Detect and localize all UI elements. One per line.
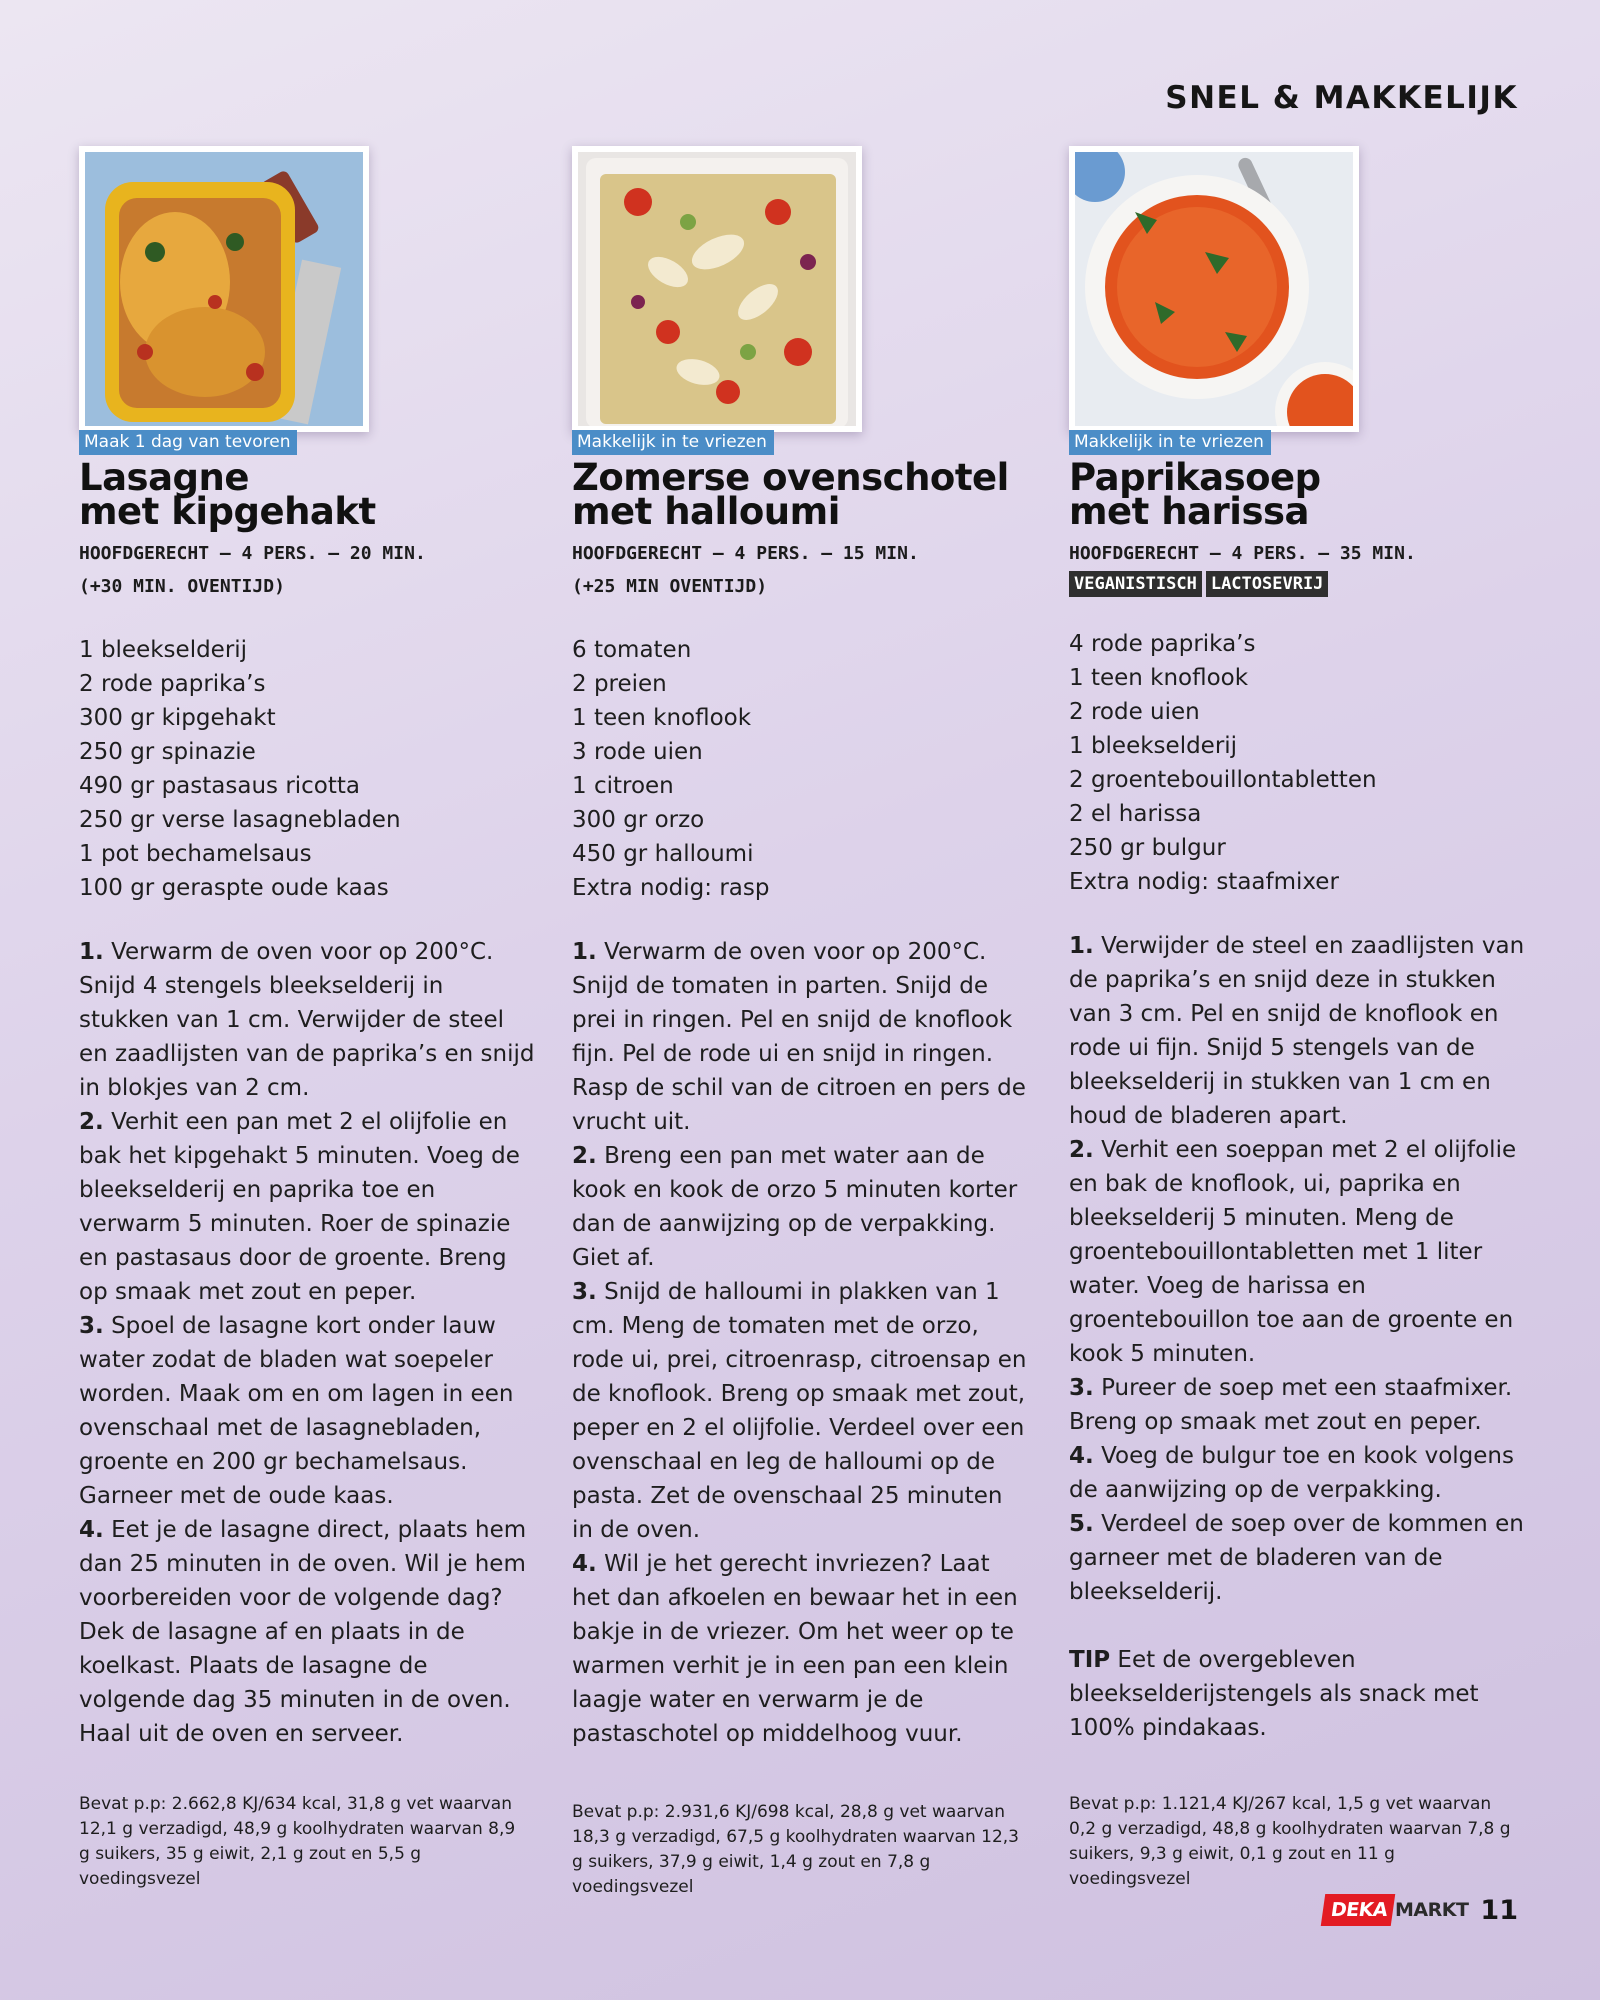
recipe-photo-paprikasoep	[1069, 146, 1359, 432]
ingredient-list	[79, 633, 537, 905]
page-number: 11	[1480, 1894, 1518, 1926]
ingredient: 100 gr geraspte oude kaas	[79, 875, 389, 901]
step-number: 2.	[1069, 1137, 1094, 1163]
ingredient: 450 gr halloumi	[572, 841, 754, 867]
instruction-step	[1069, 1371, 1527, 1439]
nutrition-info: Bevat p.p: 2.931,6 KJ/698 kcal, 28,8 g vet waarvan 18,3 g verzadigd, 67,5 g koolhydraten waarvan 12,3 g suikers, 37,9 g eiwit, 1,4 g zout en 7,8 g voedingsvezel	[572, 1802, 1019, 1897]
instruction-step	[79, 1309, 537, 1513]
ingredient: 250 gr verse lasagnebladen	[79, 807, 401, 833]
recipe-title	[1069, 456, 1527, 533]
recipe-title-line: Zomerse ovenschotel	[572, 456, 1009, 499]
ingredient: 2 el harissa	[1069, 801, 1202, 827]
recipe-ovenschotel	[572, 146, 1030, 1751]
step-number: 2.	[79, 1109, 104, 1135]
recipe-paprikasoep	[1069, 146, 1527, 1745]
instruction-step	[572, 1547, 1030, 1751]
step-number: 4.	[572, 1551, 597, 1577]
logo-part-markt: MARKT	[1394, 1899, 1469, 1921]
recipe-meta-line: (+30 MIN. OVENTIJD)	[79, 576, 285, 597]
step-number: 3.	[572, 1279, 597, 1305]
recipe-meta	[1069, 537, 1527, 597]
step-text: Verhit een pan met 2 el olijfolie en bak het kipgehakt 5 minuten. Voeg de bleekselderij en paprika toe en verwarm 5 minuten. Roer de spinazie en pastasaus door de groente. Breng op smaak met zout en peper.	[79, 1109, 520, 1305]
recipe-meta	[572, 537, 1030, 603]
step-number: 1.	[79, 939, 104, 965]
diet-tag-vegan: VEGANISTISCH	[1069, 571, 1202, 597]
step-text: Verwarm de oven voor op 200°C. Snijd de tomaten in parten. Snijd de prei in ringen. Pel en snijd de knoflook fijn. Pel de rode ui en snijd in ringen. Rasp de schil van de citroen en pers de vrucht uit.	[572, 939, 1026, 1135]
ingredient: 250 gr spinazie	[79, 739, 256, 765]
instruction-step	[79, 1105, 537, 1309]
step-text: Eet je de lasagne direct, plaats hem dan 25 minuten in de oven. Wil je hem voorbereiden voor de volgende dag? Dek de lasagne af en plaats in de koelkast. Plaats de lasagne de volgende dag 35 minuten in de oven. Haal uit de oven en serveer.	[79, 1517, 527, 1747]
ingredient: 2 groentebouillontabletten	[1069, 767, 1377, 793]
recipe-tip	[1069, 1643, 1527, 1745]
ingredient: 300 gr orzo	[572, 807, 705, 833]
recipe-meta-line: (+25 MIN OVENTIJD)	[572, 576, 768, 597]
recipe-title-line: met harissa	[1069, 490, 1309, 533]
diet-tags	[1069, 571, 1527, 597]
step-number: 4.	[1069, 1443, 1094, 1469]
step-text: Wil je het gerecht invriezen? Laat het dan afkoelen en bewaar het in een bakje in de vriezer. Om het weer op te warmen verhit je in een pan een klein laagje water en verwarm je de pastaschotel op middelhoog vuur.	[572, 1551, 1018, 1747]
step-number: 4.	[79, 1517, 104, 1543]
instruction-step	[1069, 1133, 1527, 1371]
ingredient: 1 bleekselderij	[79, 637, 248, 663]
ingredient: 2 rode paprika’s	[79, 671, 266, 697]
recipe-meta-line: HOOFDGERECHT – 4 PERS. – 15 MIN.	[572, 543, 919, 564]
ingredient: 250 gr bulgur	[1069, 835, 1226, 861]
instruction-step	[572, 1139, 1030, 1275]
instruction-step	[572, 1275, 1030, 1547]
dekamarkt-logo	[1323, 1892, 1469, 1928]
step-text: Spoel de lasagne kort onder lauw water zodat de bladen wat soepeler worden. Maak om en om lagen in een ovenschaal met de lasagnebladen, groente en 200 gr bechamelsaus. Garneer met de oude kaas.	[79, 1313, 514, 1509]
ingredient: 3 rode uien	[572, 739, 703, 765]
nutrition-info: Bevat p.p: 2.662,8 KJ/634 kcal, 31,8 g vet waarvan 12,1 g verzadigd, 48,9 g koolhydraten waarvan 8,9 g suikers, 35 g eiwit, 2,1 g zout en 5,5 g voedingsvezel	[79, 1794, 516, 1889]
recipe-title-line: met halloumi	[572, 490, 840, 533]
step-text: Verwarm de oven voor op 200°C. Snijd 4 stengels bleekselderij in stukken van 1 cm. Verwijder de steel en zaadlijsten van de paprika’s en snijd in blokjes van 2 cm.	[79, 939, 535, 1101]
ingredient: 300 gr kipgehakt	[79, 705, 276, 731]
recipe-meta-line: HOOFDGERECHT – 4 PERS. – 35 MIN.	[1069, 543, 1416, 564]
recipe-badge: Makkelijk in te vriezen	[572, 430, 774, 455]
page-footer	[1323, 1892, 1518, 1928]
step-text: Breng een pan met water aan de kook en kook de orzo 5 minuten korter dan de aanwijzing op de verpakking. Giet af.	[572, 1143, 1018, 1271]
ingredient: 1 citroen	[572, 773, 674, 799]
ingredient: 2 rode uien	[1069, 699, 1200, 725]
tip-text: Eet de overgebleven bleekselderijstengels als snack met 100% pindakaas.	[1069, 1647, 1479, 1741]
step-text: Voeg de bulgur toe en kook volgens de aanwijzing op de verpakking.	[1069, 1443, 1514, 1503]
instruction-step	[572, 935, 1030, 1139]
instruction-step	[1069, 1439, 1527, 1507]
recipe-meta-line: HOOFDGERECHT – 4 PERS. – 20 MIN.	[79, 543, 426, 564]
instruction-step	[1069, 929, 1527, 1133]
ingredient-list	[1069, 627, 1527, 899]
diet-tag-lactose-free: LACTOSEVRIJ	[1206, 571, 1329, 597]
step-number: 1.	[1069, 933, 1094, 959]
recipe-badge: Maak 1 dag van tevoren	[79, 430, 297, 455]
ingredient: 1 bleekselderij	[1069, 733, 1238, 759]
tip-label: TIP	[1069, 1647, 1111, 1673]
step-text: Verhit een soeppan met 2 el olijfolie en bak de knoflook, ui, paprika en bleekselderij 5 minuten. Meng de groentebouillontabletten met 1 liter water. Voeg de harissa en groentebouillon toe aan de groente en kook 5 minuten.	[1069, 1137, 1517, 1367]
ingredient: 2 preien	[572, 671, 667, 697]
ingredient: 4 rode paprika’s	[1069, 631, 1256, 657]
ingredient: 1 teen knoflook	[572, 705, 752, 731]
recipe-meta	[79, 537, 537, 603]
recipe-title-line: met kipgehakt	[79, 490, 376, 533]
recipe-badge: Makkelijk in te vriezen	[1069, 430, 1271, 455]
step-number: 1.	[572, 939, 597, 965]
recipe-photo-lasagne	[79, 146, 369, 432]
instruction-step	[79, 935, 537, 1105]
step-number: 2.	[572, 1143, 597, 1169]
recipe-photo-ovenschotel	[572, 146, 862, 432]
step-text: Snijd de halloumi in plakken van 1 cm. Meng de tomaten met de orzo, rode ui, prei, citroenrasp, citroensap en de knoflook. Breng op smaak met zout, peper en 2 el olijfolie. Verdeel over een ovenschaal en leg de halloumi op de pasta. Zet de ovenschaal 25 minuten in de oven.	[572, 1279, 1027, 1543]
step-number: 3.	[1069, 1375, 1094, 1401]
recipe-title-line: Paprikasoep	[1069, 456, 1321, 499]
instructions	[1069, 929, 1527, 1609]
step-number: 5.	[1069, 1511, 1094, 1537]
ingredient: Extra nodig: staafmixer	[1069, 869, 1339, 895]
step-number: 3.	[79, 1313, 104, 1339]
ingredient: 1 pot bechamelsaus	[79, 841, 312, 867]
ingredient: 1 teen knoflook	[1069, 665, 1249, 691]
step-text: Verwijder de steel en zaadlijsten van de paprika’s en snijd deze in stukken van 3 cm. Pel en snijd de knoflook en rode ui fijn. Snijd 5 stengels van de bleekselderij in stukken van 1 cm en houd de bladeren apart.	[1069, 933, 1525, 1129]
recipe-lasagne	[79, 146, 537, 1751]
logo-part-deka: DEKA	[1321, 1894, 1396, 1926]
ingredient: 6 tomaten	[572, 637, 692, 663]
recipe-title	[572, 456, 1030, 533]
recipe-title-line: Lasagne	[79, 456, 249, 499]
step-text: Verdeel de soep over de kommen en garneer met de bladeren van de bleekselderij.	[1069, 1511, 1524, 1605]
ingredient: Extra nodig: rasp	[572, 875, 770, 901]
ingredient: 490 gr pastasaus ricotta	[79, 773, 361, 799]
step-text: Pureer de soep met een staafmixer. Breng op smaak met zout en peper.	[1069, 1375, 1513, 1435]
ingredient-list	[572, 633, 1030, 905]
nutrition-info: Bevat p.p: 1.121,4 KJ/267 kcal, 1,5 g vet waarvan 0,2 g verzadigd, 48,8 g koolhydraten waarvan 7,8 g suikers, 9,3 g eiwit, 0,1 g zout en 11 g voedingsvezel	[1069, 1794, 1511, 1889]
instructions	[572, 935, 1030, 1751]
instructions	[79, 935, 537, 1751]
recipe-title	[79, 456, 537, 533]
instruction-step	[79, 1513, 537, 1751]
section-title: SNEL & MAKKELIJK	[1165, 80, 1518, 116]
instruction-step	[1069, 1507, 1527, 1609]
